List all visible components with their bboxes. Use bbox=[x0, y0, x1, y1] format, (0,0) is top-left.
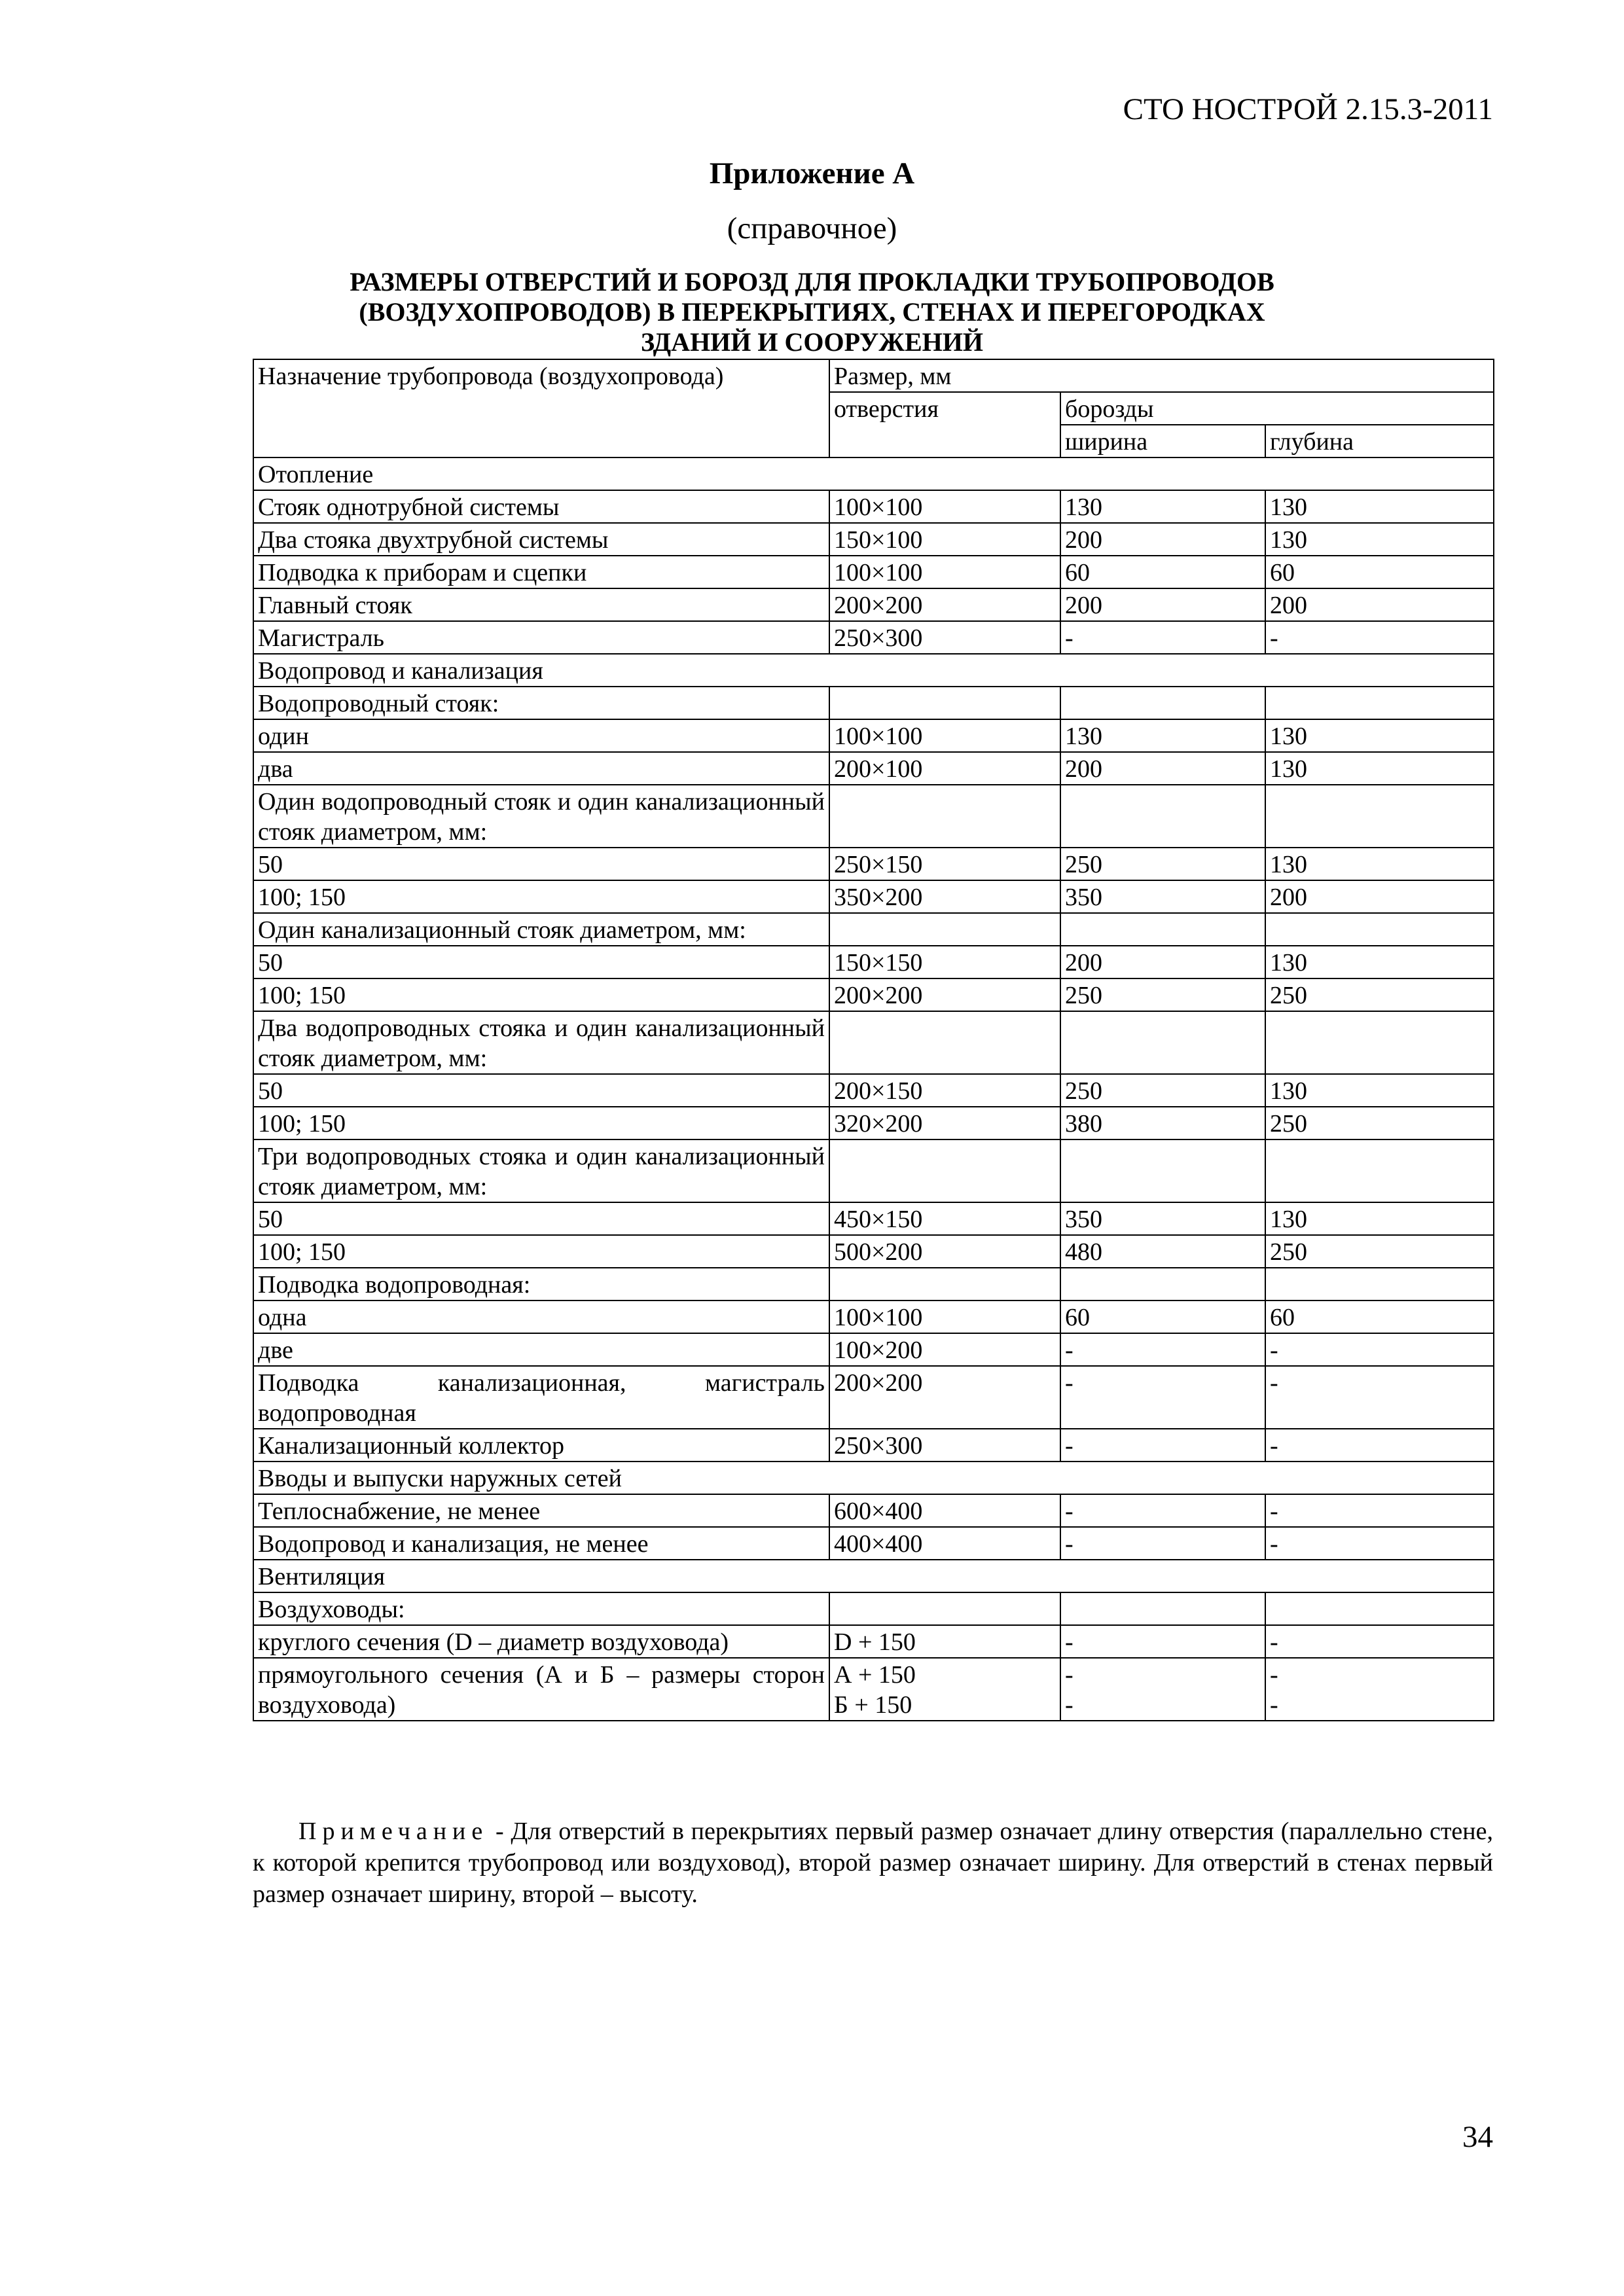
table-row bbox=[253, 946, 1494, 978]
table-row bbox=[253, 1074, 1494, 1107]
table-row bbox=[253, 588, 1494, 621]
cell-opening: 200×100 bbox=[829, 752, 1060, 785]
cell-opening: 600×400 bbox=[829, 1494, 1060, 1527]
cell-groove-depth: 250 bbox=[1265, 1235, 1494, 1268]
cell-opening: 250×300 bbox=[829, 621, 1060, 654]
table-row bbox=[253, 752, 1494, 785]
header-grooves: борозды bbox=[1060, 392, 1494, 425]
cell-groove-depth: 60 bbox=[1265, 556, 1494, 588]
cell-groove-depth: 60 bbox=[1265, 1300, 1494, 1333]
cell-groove-depth bbox=[1265, 913, 1494, 946]
row-label: Воздуховоды: bbox=[253, 1592, 829, 1625]
cell-groove-width: 350 bbox=[1060, 880, 1265, 913]
row-label: 50 bbox=[253, 848, 829, 880]
cell-groove-depth: - bbox=[1265, 1333, 1494, 1366]
cell-groove-depth: 130 bbox=[1265, 752, 1494, 785]
cell-opening bbox=[829, 687, 1060, 719]
cell-groove-width: - bbox=[1060, 1494, 1265, 1527]
cell-groove-depth: 130 bbox=[1265, 719, 1494, 752]
row-label: Два водопроводных стояка и один канализационный стояк диаметром, мм: bbox=[253, 1011, 829, 1074]
cell-groove-depth: 250 bbox=[1265, 1107, 1494, 1139]
cell-groove-depth bbox=[1265, 687, 1494, 719]
table-row bbox=[253, 1235, 1494, 1268]
section-row bbox=[253, 1560, 1494, 1592]
appendix-title: Приложение А bbox=[709, 156, 915, 190]
dimensions-table bbox=[253, 359, 1494, 1721]
cell-groove-depth: - bbox=[1265, 1527, 1494, 1560]
table-row bbox=[253, 687, 1494, 719]
cell-groove-depth bbox=[1265, 1658, 1494, 1721]
row-label: 100; 150 bbox=[253, 1107, 829, 1139]
row-label: Стояк однотрубной системы bbox=[253, 490, 829, 523]
cell-opening bbox=[829, 1139, 1060, 1202]
table-title-line: (ВОЗДУХОПРОВОДОВ) В ПЕРЕКРЫТИЯХ, СТЕНАХ И ПЕРЕГОРОДКАХ bbox=[359, 297, 1265, 327]
cell-groove-depth: 130 bbox=[1265, 848, 1494, 880]
table-row bbox=[253, 621, 1494, 654]
cell-groove-depth: 200 bbox=[1265, 880, 1494, 913]
table-row bbox=[253, 1333, 1494, 1366]
cell-groove-width: 250 bbox=[1060, 848, 1265, 880]
row-label: Два стояка двухтрубной системы bbox=[253, 523, 829, 556]
table-row bbox=[253, 785, 1494, 848]
header-width: ширина bbox=[1060, 425, 1265, 457]
note-label: Примечание bbox=[298, 1818, 489, 1845]
row-label: прямоугольного сечения (А и Б – размеры сторон воздуховода) bbox=[253, 1658, 829, 1721]
table-row bbox=[253, 1268, 1494, 1300]
cell-groove-width: 200 bbox=[1060, 588, 1265, 621]
table-row bbox=[253, 1592, 1494, 1625]
cell-groove-depth: 130 bbox=[1265, 523, 1494, 556]
cell-groove-width: - bbox=[1060, 1333, 1265, 1366]
cell-groove-depth: 130 bbox=[1265, 490, 1494, 523]
table-row bbox=[253, 978, 1494, 1011]
cell-groove-width bbox=[1060, 913, 1265, 946]
cell-opening: 100×100 bbox=[829, 719, 1060, 752]
cell-groove-width: 200 bbox=[1060, 752, 1265, 785]
row-label: Подводка канализационная, магистраль водопроводная bbox=[253, 1366, 829, 1429]
table-row bbox=[253, 1366, 1494, 1429]
cell-groove-depth bbox=[1265, 1011, 1494, 1074]
cell-groove-width bbox=[1060, 785, 1265, 848]
table-row bbox=[253, 1625, 1494, 1658]
cell-opening: 150×150 bbox=[829, 946, 1060, 978]
cell-line: - bbox=[1065, 1691, 1074, 1719]
cell-groove-width: 480 bbox=[1060, 1235, 1265, 1268]
cell-groove-depth: - bbox=[1265, 621, 1494, 654]
table-title-line: ЗДАНИЙ И СООРУЖЕНИЙ bbox=[640, 327, 983, 357]
row-label: 50 bbox=[253, 1202, 829, 1235]
cell-opening bbox=[829, 1268, 1060, 1300]
table-row bbox=[253, 1107, 1494, 1139]
row-label: одна bbox=[253, 1300, 829, 1333]
table-title bbox=[0, 267, 1624, 357]
document-code: СТО НОСТРОЙ 2.15.3-2011 bbox=[1123, 92, 1493, 126]
table-row bbox=[253, 523, 1494, 556]
cell-groove-width: 250 bbox=[1060, 1074, 1265, 1107]
row-label: один bbox=[253, 719, 829, 752]
cell-groove-width: - bbox=[1060, 1527, 1265, 1560]
cell-line: Б + 150 bbox=[834, 1691, 912, 1719]
table-row bbox=[253, 913, 1494, 946]
cell-groove-width bbox=[1060, 1592, 1265, 1625]
row-label: две bbox=[253, 1333, 829, 1366]
header-purpose: Назначение трубопровода (воздухопровода) bbox=[253, 359, 829, 457]
cell-groove-width bbox=[1060, 1268, 1265, 1300]
cell-groove-depth: - bbox=[1265, 1625, 1494, 1658]
row-label: Подводка к приборам и сцепки bbox=[253, 556, 829, 588]
cell-line: - bbox=[1270, 1691, 1278, 1719]
cell-groove-width: 250 bbox=[1060, 978, 1265, 1011]
cell-groove-depth: - bbox=[1265, 1366, 1494, 1429]
section-row bbox=[253, 1462, 1494, 1494]
table-header-row bbox=[253, 359, 1494, 392]
cell-groove-depth: 130 bbox=[1265, 1202, 1494, 1235]
cell-groove-width bbox=[1060, 687, 1265, 719]
cell-line: - bbox=[1065, 1661, 1074, 1689]
cell-opening bbox=[829, 1658, 1060, 1721]
row-label: 100; 150 bbox=[253, 1235, 829, 1268]
cell-groove-depth bbox=[1265, 1139, 1494, 1202]
table-row bbox=[253, 1202, 1494, 1235]
row-label: два bbox=[253, 752, 829, 785]
row-label: 100; 150 bbox=[253, 880, 829, 913]
cell-opening: 100×100 bbox=[829, 1300, 1060, 1333]
cell-groove-width: - bbox=[1060, 1366, 1265, 1429]
cell-groove-depth: 250 bbox=[1265, 978, 1494, 1011]
cell-opening: 200×200 bbox=[829, 588, 1060, 621]
header-size: Размер, мм bbox=[829, 359, 1494, 392]
table-row bbox=[253, 1300, 1494, 1333]
cell-opening: 400×400 bbox=[829, 1527, 1060, 1560]
cell-groove-width: - bbox=[1060, 1429, 1265, 1462]
cell-opening bbox=[829, 1592, 1060, 1625]
cell-opening: 200×200 bbox=[829, 978, 1060, 1011]
cell-opening: 100×200 bbox=[829, 1333, 1060, 1366]
cell-opening: D + 150 bbox=[829, 1625, 1060, 1658]
cell-opening: 150×100 bbox=[829, 523, 1060, 556]
table-title-line: РАЗМЕРЫ ОТВЕРСТИЙ И БОРОЗД ДЛЯ ПРОКЛАДКИ ТРУБОПРОВОДОВ bbox=[350, 267, 1274, 296]
cell-groove-width: 350 bbox=[1060, 1202, 1265, 1235]
table-note bbox=[253, 1816, 1493, 1910]
cell-groove-width: 60 bbox=[1060, 1300, 1265, 1333]
cell-opening: 320×200 bbox=[829, 1107, 1060, 1139]
cell-opening bbox=[829, 913, 1060, 946]
section-label: Отопление bbox=[253, 457, 1494, 490]
cell-groove-width bbox=[1060, 1011, 1265, 1074]
cell-opening: 250×150 bbox=[829, 848, 1060, 880]
table-row bbox=[253, 719, 1494, 752]
row-label: Один водопроводный стояк и один канализационный стояк диаметром, мм: bbox=[253, 785, 829, 848]
cell-groove-width: 200 bbox=[1060, 946, 1265, 978]
row-label: Подводка водопроводная: bbox=[253, 1268, 829, 1300]
cell-groove-depth bbox=[1265, 1592, 1494, 1625]
cell-groove-depth: 130 bbox=[1265, 946, 1494, 978]
row-label: круглого сечения (D – диаметр воздуховода) bbox=[253, 1625, 829, 1658]
row-label: Водопровод и канализация, не менее bbox=[253, 1527, 829, 1560]
section-label: Вводы и выпуски наружных сетей bbox=[253, 1462, 1494, 1494]
table-row bbox=[253, 490, 1494, 523]
section-row bbox=[253, 654, 1494, 687]
cell-opening: 200×200 bbox=[829, 1366, 1060, 1429]
table-row bbox=[253, 1139, 1494, 1202]
section-row bbox=[253, 457, 1494, 490]
cell-groove-depth bbox=[1265, 1268, 1494, 1300]
cell-line: - bbox=[1270, 1661, 1278, 1689]
table-row bbox=[253, 1658, 1494, 1721]
row-label: Три водопроводных стояка и один канализационный стояк диаметром, мм: bbox=[253, 1139, 829, 1202]
row-label: 50 bbox=[253, 1074, 829, 1107]
row-label: 50 bbox=[253, 946, 829, 978]
header-depth: глубина bbox=[1265, 425, 1494, 457]
cell-opening: 500×200 bbox=[829, 1235, 1060, 1268]
cell-opening: 250×300 bbox=[829, 1429, 1060, 1462]
cell-groove-depth: - bbox=[1265, 1429, 1494, 1462]
cell-groove-width: 130 bbox=[1060, 719, 1265, 752]
table-row bbox=[253, 880, 1494, 913]
row-label: Главный стояк bbox=[253, 588, 829, 621]
row-label: Водопроводный стояк: bbox=[253, 687, 829, 719]
cell-groove-width: 130 bbox=[1060, 490, 1265, 523]
cell-opening bbox=[829, 1011, 1060, 1074]
cell-groove-depth: 200 bbox=[1265, 588, 1494, 621]
cell-groove-width bbox=[1060, 1658, 1265, 1721]
header-opening: отверстия bbox=[829, 392, 1060, 457]
table-row bbox=[253, 1429, 1494, 1462]
cell-groove-width: - bbox=[1060, 1625, 1265, 1658]
table-row bbox=[253, 1494, 1494, 1527]
row-label: Один канализационный стояк диаметром, мм: bbox=[253, 913, 829, 946]
section-label: Водопровод и канализация bbox=[253, 654, 1494, 687]
table-row bbox=[253, 1011, 1494, 1074]
table-row bbox=[253, 848, 1494, 880]
row-label: Канализационный коллектор bbox=[253, 1429, 829, 1462]
cell-groove-width: 200 bbox=[1060, 523, 1265, 556]
page-number: 34 bbox=[1462, 2120, 1493, 2154]
section-label: Вентиляция bbox=[253, 1560, 1494, 1592]
cell-opening: 100×100 bbox=[829, 556, 1060, 588]
cell-opening: 350×200 bbox=[829, 880, 1060, 913]
cell-groove-width: 60 bbox=[1060, 556, 1265, 588]
cell-groove-width: 380 bbox=[1060, 1107, 1265, 1139]
cell-groove-width: - bbox=[1060, 621, 1265, 654]
cell-line: А + 150 bbox=[834, 1661, 916, 1689]
cell-opening: 100×100 bbox=[829, 490, 1060, 523]
note-text: - Для отверстий в перекрытиях первый размер означает длину отверстия (параллельно стене, к которой крепится трубопровод или воздуховод), второй размер означает ширину. Для отверстий в стенах первый размер означает ширину, второй – высоту. bbox=[253, 1818, 1493, 1908]
row-label: Магистраль bbox=[253, 621, 829, 654]
table-row bbox=[253, 556, 1494, 588]
cell-groove-depth: 130 bbox=[1265, 1074, 1494, 1107]
cell-groove-depth: - bbox=[1265, 1494, 1494, 1527]
table-row bbox=[253, 1527, 1494, 1560]
cell-opening: 200×150 bbox=[829, 1074, 1060, 1107]
cell-opening: 450×150 bbox=[829, 1202, 1060, 1235]
cell-groove-depth bbox=[1265, 785, 1494, 848]
row-label: 100; 150 bbox=[253, 978, 829, 1011]
appendix-kind: (справочное) bbox=[727, 211, 897, 245]
row-label: Теплоснабжение, не менее bbox=[253, 1494, 829, 1527]
cell-groove-width bbox=[1060, 1139, 1265, 1202]
cell-opening bbox=[829, 785, 1060, 848]
